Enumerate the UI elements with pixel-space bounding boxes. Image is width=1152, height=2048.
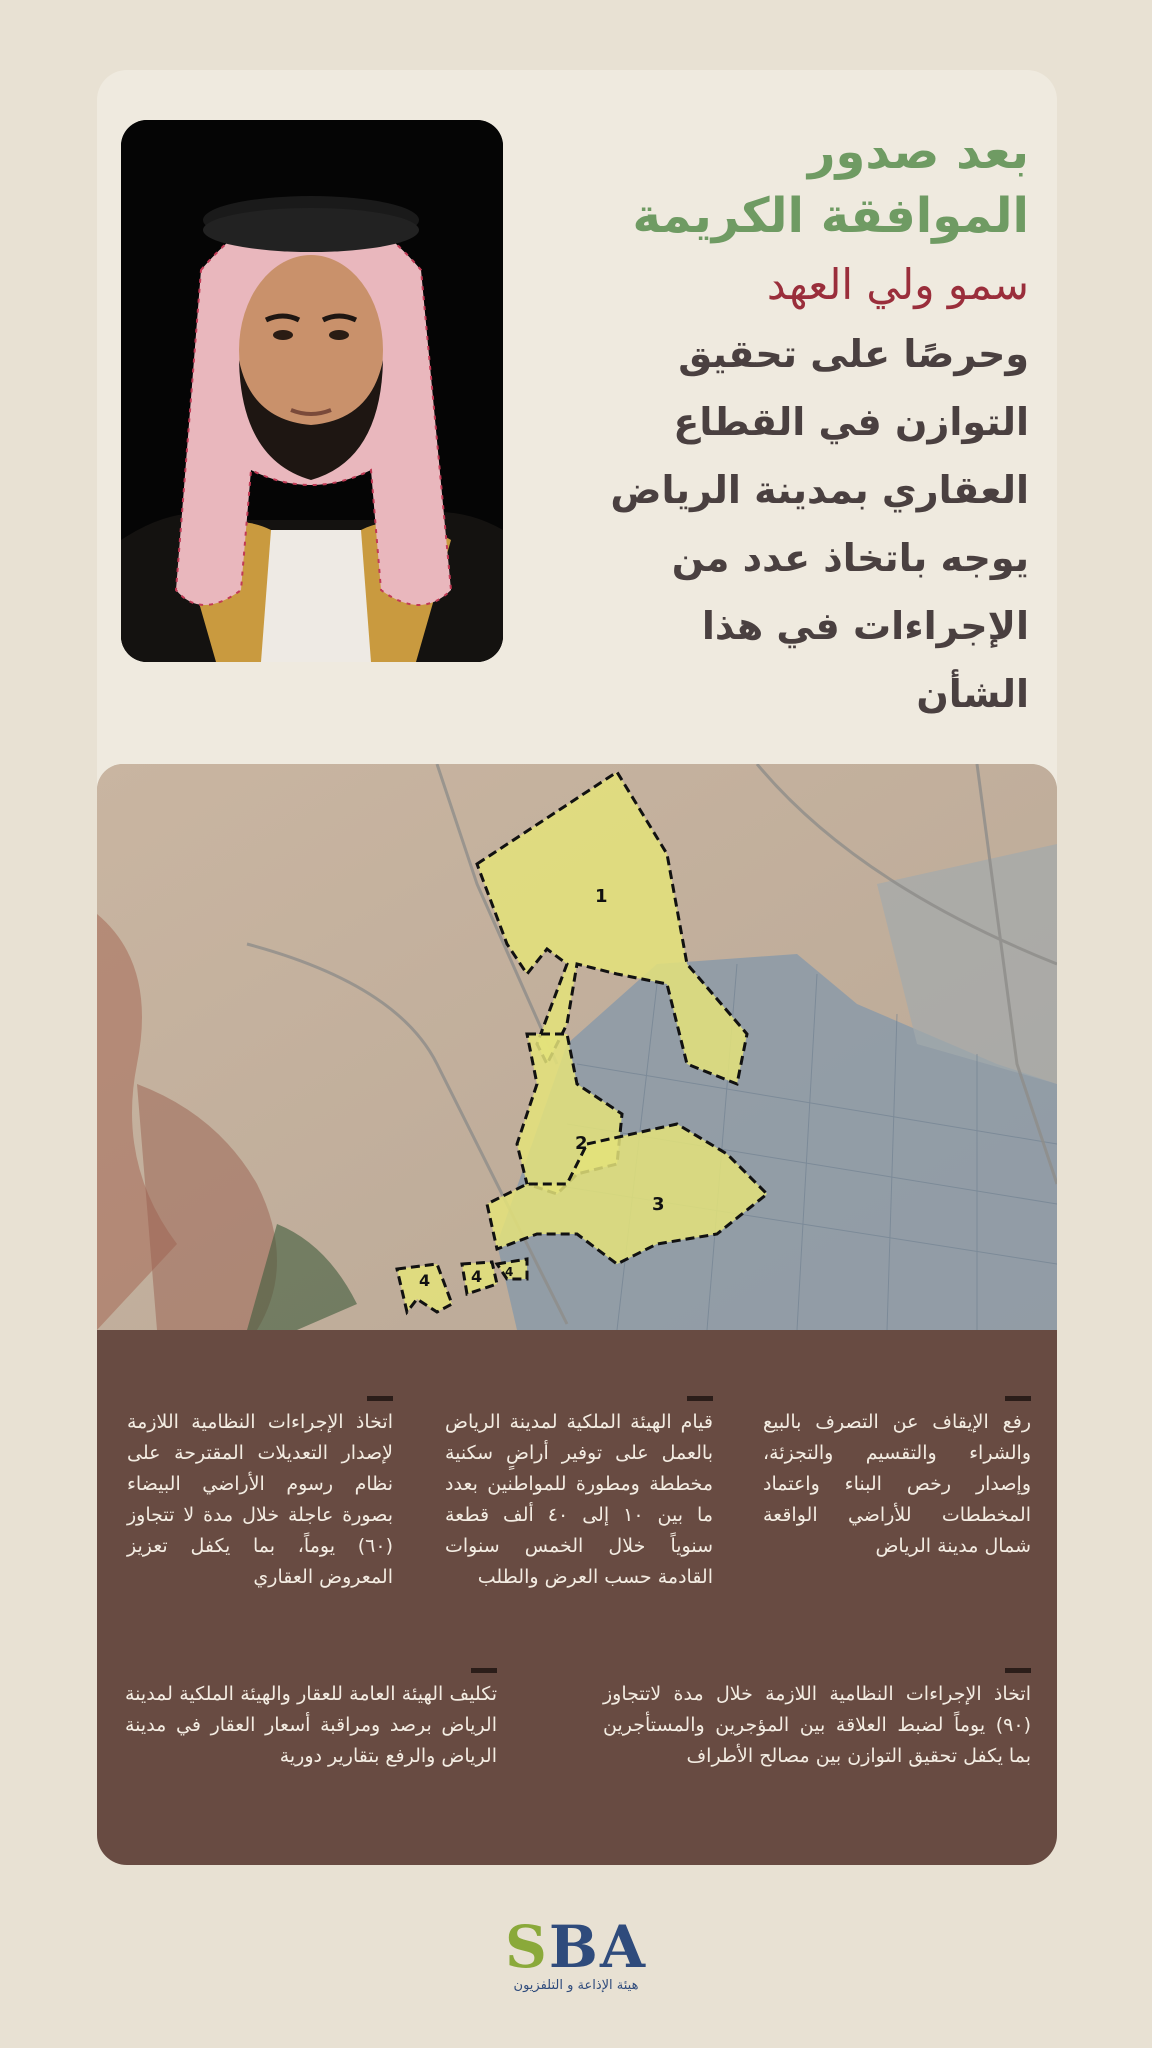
bullet-bar bbox=[471, 1668, 497, 1673]
procedure-text: رفع الإيقاف عن التصرف بالبيع والشراء والتقسيم والتجزئة، وإصدار رخص البناء واعتماد المخططات للأراضي الواقعة شمال مدينة الرياض bbox=[763, 1411, 1031, 1557]
procedure-text: اتخاذ الإجراءات النظامية اللازمة خلال مدة لاتتجاوز (٩٠) يوماً لضبط العلاقة بين المؤجرين والمستأجرين بما يكفل تحقيق التوازن بين مصالح الأطراف bbox=[603, 1683, 1031, 1767]
satellite-map bbox=[97, 764, 1057, 1330]
procedure-item bbox=[125, 1668, 497, 1772]
headline-body: وحرصًا على تحقيق التوازن في القطاع العقاري بمدينة الرياض يوجه باتخاذ عدد من الإجراءات في هذا الشأن bbox=[610, 332, 1029, 716]
headline-subtitle: سمو ولي العهد bbox=[766, 260, 1029, 309]
procedure-item bbox=[127, 1396, 393, 1593]
map-zone-label: 4 bbox=[419, 1271, 431, 1290]
logo-letter-s: S bbox=[505, 1913, 549, 1981]
map-illustration bbox=[97, 764, 1057, 1330]
logo-letters-ba: BA bbox=[548, 1913, 647, 1981]
headline-title: بعد صدور الموافقة الكريمة bbox=[632, 124, 1029, 244]
infographic-card bbox=[97, 70, 1057, 1865]
bullet-bar bbox=[367, 1396, 393, 1401]
map-zone-label: 4 bbox=[505, 1265, 514, 1279]
procedure-text: اتخاذ الإجراءات النظامية اللازمة لإصدار التعديلات المقترحة على نظام رسوم الأراضي البيضاء بصورة عاجلة خلال مدة لا تتجاوز (٦٠) يوماً، بما يكفل تعزيز المعروض العقاري bbox=[127, 1411, 393, 1588]
procedure-item bbox=[445, 1396, 713, 1593]
procedure-item bbox=[603, 1668, 1031, 1772]
map-zone-label: 4 bbox=[471, 1267, 483, 1286]
bullet-bar bbox=[1005, 1668, 1031, 1673]
procedures-panel bbox=[97, 1330, 1057, 1865]
logo-subtitle: هيئة الإذاعة و التلفزيون bbox=[513, 1978, 639, 1993]
sba-logo bbox=[0, 1913, 1152, 1993]
portrait-photo bbox=[121, 120, 503, 662]
bullet-bar bbox=[1005, 1396, 1031, 1401]
map-zone-label: 2 bbox=[575, 1133, 588, 1154]
procedure-text: قيام الهيئة الملكية لمدينة الرياض بالعمل على توفير أراضٍ سكنية مخططة ومطورة للمواطنين بعدد ما بين ١٠ إلى ٤٠ ألف قطعة سنوياً خلال الخمس سنوات القادمة حسب العرض والطلب bbox=[445, 1411, 714, 1588]
portrait-illustration bbox=[121, 120, 503, 662]
map-zone-label: 1 bbox=[595, 886, 608, 907]
map-zone-label: 3 bbox=[652, 1194, 665, 1215]
procedure-text: تكليف الهيئة العامة للعقار والهيئة الملكية لمدينة الرياض برصد ومراقبة أسعار العقار في مدينة الرياض والرفع بتقارير دورية bbox=[125, 1683, 497, 1767]
sba-logo-mark bbox=[0, 1913, 1152, 1981]
bullet-bar bbox=[687, 1396, 713, 1401]
procedure-item bbox=[763, 1396, 1031, 1562]
headline-block bbox=[609, 120, 1029, 728]
